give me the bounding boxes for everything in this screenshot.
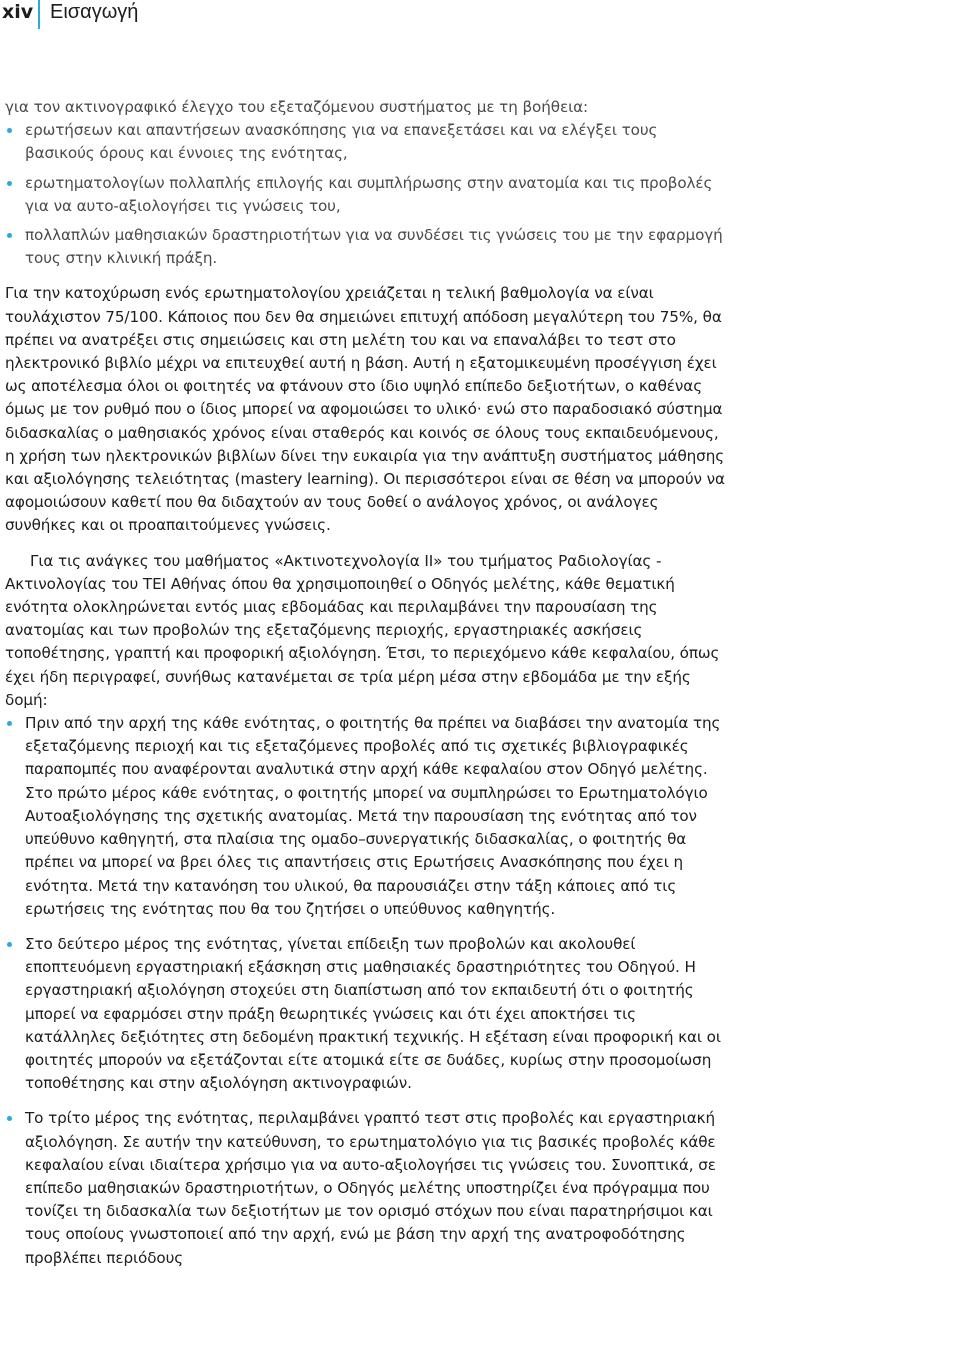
list-item: Το τρίτο μέρος της ενότητας, περιλαμβάνει γραπτό τεστ στις προβολές και εργαστηριακή αξιολόγηση. Σε αυτήν την κατεύθυνση, το ερωτηματολόγιο για τις βασικές προβολές κάθε κεφαλαίου είναι ιδιαίτερα χρήσιμο για να αυτο-αξιολογήσει τις γνώσεις του. Συνοπτικά, σε επίπεδο μαθησιακών δραστηριοτήτων, ο Οδηγός μελέτης υποστηρίζει ένα πρόγραμμα που τονίζει τη διδασκαλία των δεξιοτήτων με τον ορισμό στόχων που είναι παρατηρήσιμοι και τους οποίους γνωστοποιεί από την αρχή, ενώ με βάση την αρχή της ανατροφοδότησης προβλέπει περιόδους	[5, 1107, 730, 1269]
list-item: ερωτηματολογίων πολλαπλής επιλογής και συμπλήρωσης στην ανατομία και τις προβολές για να αυτο-αξιολογήσει τις γνώσεις του,	[5, 172, 730, 218]
paragraph-course-structure: Για τις ανάγκες του μαθήματος «Ακτινοτεχνολογία ΙΙ» του τμήματος Ραδιολογίας - Ακτινολογίας του ΤΕΙ Αθήνας όπου θα χρησιμοποιηθεί ο Οδηγός μελέτης, κάθε θεματική ενότητα ολοκληρώνεται εντός μιας εβδομάδας και περιλαμβάνει την παρουσίαση της ανατομίας και των προβολών της εξεταζόμενης περιοχής, εργαστηριακές ασκήσεις τοποθέτησης, γραπτή και προφορική αξιολόγηση. Έτσι, το περιεχόμενο κάθε κεφαλαίου, όπως έχει ήδη περιγραφεί, συνήθως κατανέμεται σε τρία μέρη μέσα στην εβδομάδα με την εξής δομή:	[5, 551, 720, 709]
page-body	[5, 96, 730, 1282]
list-item: πολλαπλών μαθησιακών δραστηριοτήτων για να συνδέσει τις γνώσεις του με την εφαρμογή τους στην κλινική πράξη.	[5, 224, 730, 270]
list-item: Στο δεύτερο μέρος της ενότητας, γίνεται επίδειξη των προβολών και ακολουθεί εποπτευόμενη εργαστηριακή εξάσκηση στις μαθησιακές δραστηριότητες του Οδηγού. Η εργαστηριακή αξιολόγηση στοχεύει στη διαπίστωση από τον εκπαιδευτή ότι ο φοιτητής μπορεί να εφαρμόσει στην πράξη θεωρητικές γνώσεις και ότι έχει αποκτήσει τις κατάλληλες δεξιότητες στη δεδομένη πρακτική τεχνικής. Η εξέταση είναι προφορική και οι φοιτητές μπορούν να εξετάζονται είτε ατομικά είτε σε δυάδες, κυρίως στην προσομοίωση τοποθέτησης και στην αξιολόγηση ακτινογραφιών.	[5, 933, 730, 1095]
page-header	[0, 0, 960, 32]
section-title: Εισαγωγή	[50, 1, 139, 23]
header-divider	[38, 0, 40, 29]
list-item: ερωτήσεων και απαντήσεων ανασκόπησης για να επανεξετάσει και να ελέγξει τους βασικούς όρους και έννοιες της ενότητας,	[5, 119, 730, 165]
weekly-structure-list	[5, 712, 730, 1270]
feature-list	[5, 119, 730, 270]
paragraph-mastery-learning: Για την κατοχύρωση ενός ερωτηματολογίου χρειάζεται η τελική βαθμολογία να είναι τουλάχιστον 75/100. Κάποιος που δεν θα σημειώνει επιτυχή απόδοση μεγαλύτερη του 75%, θα πρέπει να ανατρέξει στις σημειώσεις και στη μελέτη του και να επαναλάβει το τεστ στο ηλεκτρονικό βιβλίο μέχρι να επιτευχθεί αυτή η βάση. Αυτή η εξατομικευμένη προσέγγιση έχει ως αποτέλεσμα όλοι οι φοιτητές να φτάνουν στο ίδιο υψηλό επίπεδο δεξιοτήτων, ο καθένας όμως με τον ρυθμό που ο ίδιος μπορεί να αφομοιώσει το υλικό· ενώ στο παραδοσιακό σύστημα διδασκαλίας ο μαθησιακός χρόνος είναι σταθερός και κοινός σε όλους τους εκπαιδευόμενους, η χρήση των ηλεκτρονικών βιβλίων δίνει την ευκαιρία για την ανάπτυξη συστήματος μάθησης και αξιολόγησης τελειότητας (mastery learning). Οι περισσότεροι είναι σε θέση να μπορούν να αφομοιώσουν καθετί που θα διδαχτούν αν τους δοθεί ο ανάλογος χρόνος, οι ανάλογες συνθήκες και οι προαπαιτούμενες γνώσεις.	[5, 284, 725, 535]
page-number: xiv	[2, 1, 34, 23]
list-item: Πριν από την αρχή της κάθε ενότητας, ο φοιτητής θα πρέπει να διαβάσει την ανατομία της εξεταζόμενης περιοχή και τις εξεταζόμενες προβολές από τις σχετικές βιβλιογραφικές παραπομπές που αναφέρονται αναλυτικά στην αρχή κάθε κεφαλαίου στον Οδηγό μελέτης. Στο πρώτο μέρος κάθε ενότητας, ο φοιτητής μπορεί να συμπληρώσει το Ερωτηματολόγιο Αυτοαξιολόγησης της σχετικής ανατομίας. Μετά την παρουσίαση της ενότητας από τον υπεύθυνο καθηγητή, στα πλαίσια της ομαδο–συνεργατικής διδασκαλίας, ο φοιτητής θα πρέπει να μπορεί να βρει όλες τις απαντήσεις στις Ερωτήσεις Ανασκόπησης που έχει η ενότητα. Μετά την κατανόηση του υλικού, θα παρουσιάζει στην τάξη κάποιες από τις ερωτήσεις της ενότητας που θα του ζητήσει ο υπεύθυνος καθηγητής.	[5, 712, 730, 921]
intro-line: για τον ακτινογραφικό έλεγχο του εξεταζόμενου συστήματος με τη βοήθεια:	[5, 98, 589, 116]
